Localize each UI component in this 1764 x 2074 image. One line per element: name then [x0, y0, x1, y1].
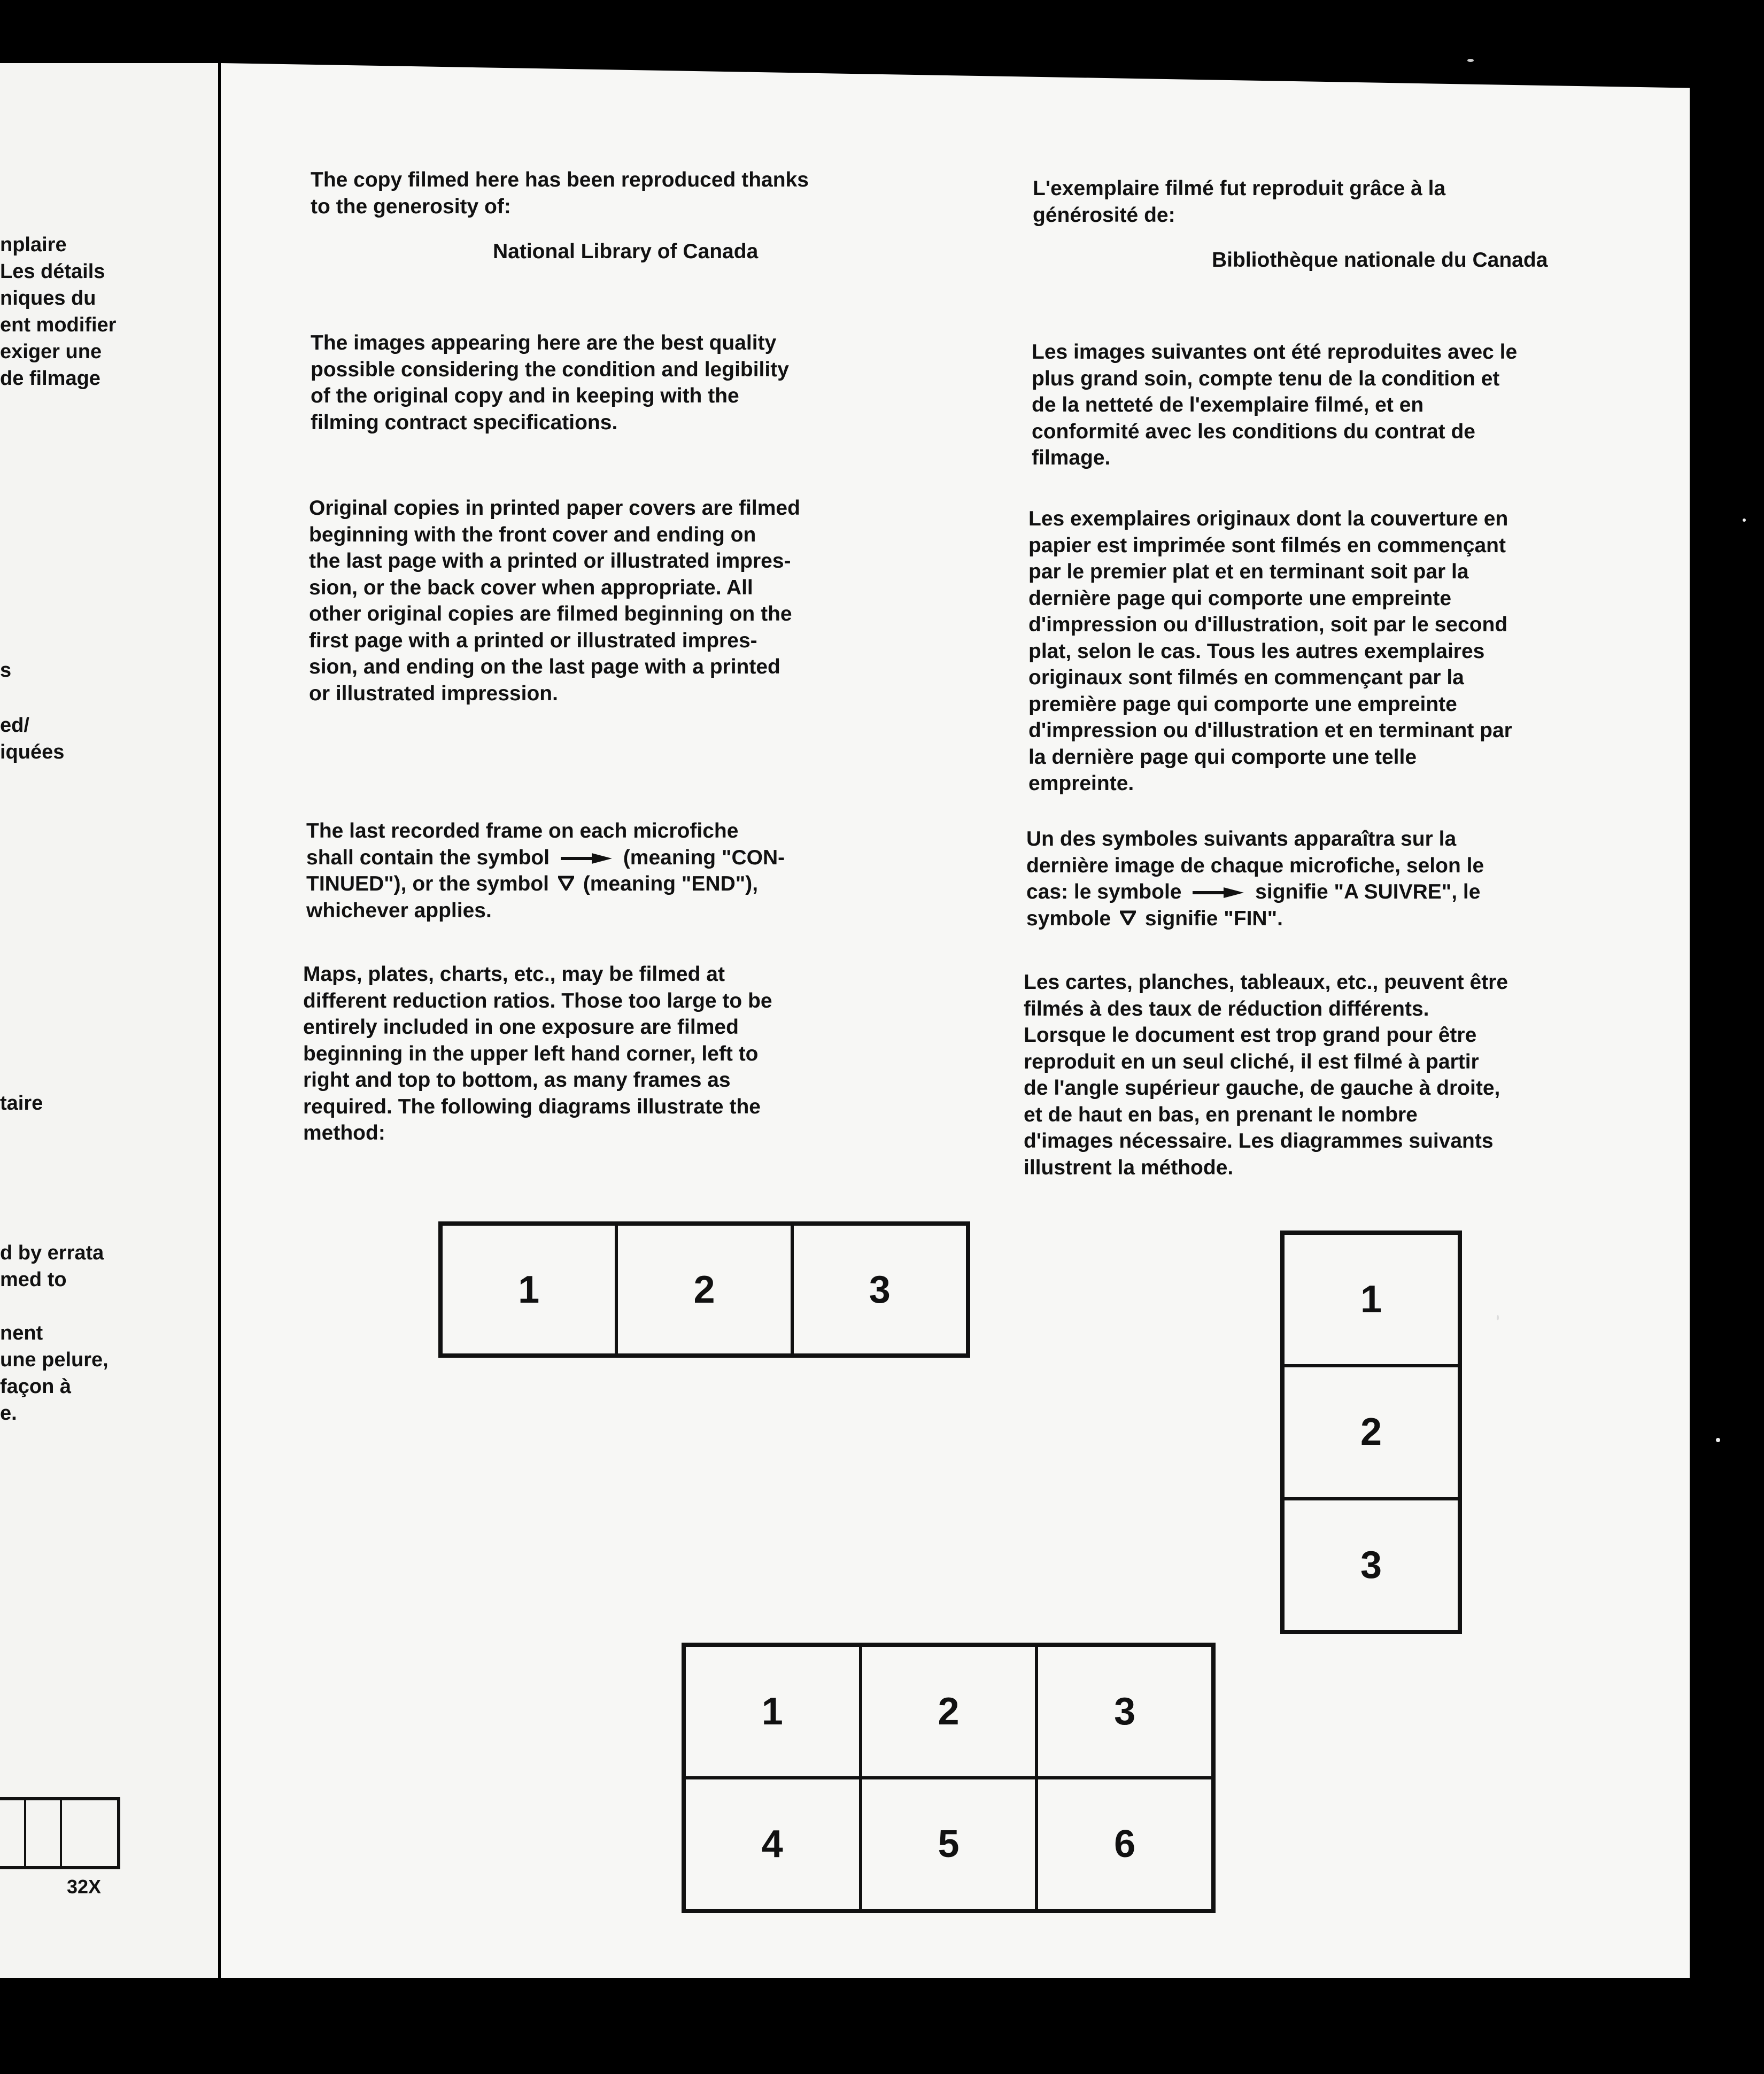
grid-diagram-frame-1: 1: [684, 1645, 861, 1778]
english-symbols-line-2a: shall contain the symbol: [306, 846, 550, 869]
left-page-fragment-text: med to: [0, 1268, 67, 1291]
english-credit-intro: The copy filmed here has been reproduced thanks to the generosity of:: [311, 168, 809, 218]
left-page-fragment-text: ed/: [0, 714, 29, 737]
scan-speck: [1497, 1315, 1499, 1320]
scale-label: 32X: [67, 1876, 102, 1898]
english-symbols-line-1: The last recorded frame on each microfiche: [306, 819, 739, 842]
french-covers-paragraph: Les exemplaires originaux dont la couverture en papier est imprimée sont filmés en commençant par le premier plat et en terminant soit par la dernière page qui comporte une empreinte d'impression ou d'illustration, soit par le second plat, selon le cas. Tous les autres exemplaires originaux sont filmés en commençant par la première page qui comporte une empreinte d'impression ou d'illustration et en terminant par la dernière page qui comporte une telle empreinte.: [1028, 507, 1512, 795]
triangle-down-icon: [558, 871, 574, 897]
left-page-fragment-text: ent modifier: [0, 314, 117, 336]
french-symbols-line-2: dernière image de chaque microfiche, selon le: [1026, 854, 1484, 877]
diagram-column-3x1: [1280, 1231, 1462, 1634]
scan-speck: [1743, 518, 1746, 522]
french-credit-intro: L'exemplaire filmé fut reproduit grâce à la générosité de:: [1033, 177, 1446, 227]
english-symbols-line-3a: TINUED"), or the symbol: [306, 872, 550, 895]
french-symbols-line-1: Un des symboles suivants apparaîtra sur la: [1026, 827, 1457, 850]
french-maps-paragraph: Les cartes, planches, tableaux, etc., peuvent être filmés à des taux de réduction différents. Lorsque le document est trop grand pour être reproduit en un seul cliché, il est filmé à partir de l'angle supérieur gauche, de gauche à droite, et de haut en bas, en prenant le nombre d'images nécessaire. Les diagrammes suivants illustrent la méthode.: [1024, 971, 1508, 1179]
scale-bar: [0, 1797, 120, 1869]
arrow-right-icon: [1193, 879, 1244, 906]
english-symbols-line-2b: (meaning "CON-: [623, 846, 785, 869]
left-page-fragment-text: façon à: [0, 1375, 72, 1398]
column-diagram-frame-3: 3: [1283, 1499, 1459, 1631]
scan-speck: [1716, 1438, 1720, 1442]
left-page-fragment-text: taire: [0, 1092, 43, 1115]
column-diagram-frame-1: 1: [1283, 1233, 1459, 1366]
english-symbols-line-4: whichever applies.: [306, 899, 492, 922]
english-symbols-line-3b: (meaning "END"),: [583, 872, 759, 895]
left-page-fragment-text: iquées: [0, 741, 65, 763]
grid-diagram-frame-6: 6: [1036, 1778, 1213, 1910]
english-symbols-paragraph: [306, 818, 785, 924]
left-page-fragment-text: une pelure,: [0, 1349, 109, 1371]
french-symbols-line-3b: signifie "A SUIVRE", le: [1255, 880, 1481, 903]
left-page-fragment-text: d by errata: [0, 1242, 104, 1264]
french-quality-paragraph: Les images suivantes ont été reproduites avec le plus grand soin, compte tenu de la condition et de la netteté de l'exemplaire filmé, et en conformité avec les conditions du contrat de filmage.: [1032, 340, 1518, 469]
english-credit-name: National Library of Canada: [493, 240, 759, 263]
grid-diagram-frame-3: 3: [1036, 1645, 1213, 1778]
left-page-fragment-text: nent: [0, 1322, 43, 1344]
left-page-fragment-text: exiger une: [0, 340, 102, 363]
french-symbols-line-4b: signifie "FIN".: [1144, 907, 1283, 930]
row-diagram-frame-3: 3: [792, 1224, 968, 1355]
diagram-row-1x3: [438, 1221, 970, 1358]
english-maps-paragraph: Maps, plates, charts, etc., may be filmed at different reduction ratios. Those too large to be entirely included in one exposure are filmed beginning in the upper left hand corner, left to right and top to bottom, as many frames as required. The following diagrams illustrate the method:: [303, 963, 772, 1144]
row-diagram-frame-1: 1: [441, 1224, 616, 1355]
triangle-down-icon: [1120, 906, 1136, 932]
grid-diagram-frame-5: 5: [861, 1778, 1037, 1910]
left-page-fragment-text: de filmage: [0, 367, 100, 390]
left-page-fragment-text: niques du: [0, 287, 96, 309]
grid-diagram-frame-2: 2: [861, 1645, 1037, 1778]
left-page-fragment-text: nplaire: [0, 234, 67, 256]
diagram-grid-2x3: [682, 1643, 1216, 1913]
french-symbols-line-3a: cas: le symbole: [1026, 880, 1182, 903]
left-page-fragment-text: Les détails: [0, 260, 105, 283]
french-symbols-line-4a: symbole: [1026, 907, 1111, 930]
column-diagram-frame-2: 2: [1283, 1366, 1459, 1498]
french-credit-name: Bibliothèque nationale du Canada: [1212, 249, 1548, 272]
row-diagram-frame-2: 2: [616, 1224, 792, 1355]
grid-diagram-frame-4: 4: [684, 1778, 861, 1910]
left-page-fragment-text: s: [0, 659, 12, 682]
left-page-fragment-text: e.: [0, 1402, 17, 1425]
scan-speck: [1467, 59, 1474, 62]
arrow-right-icon: [561, 845, 612, 871]
english-quality-paragraph: The images appearing here are the best quality possible considering the condition and legibility of the original copy and in keeping with the filming contract specifications.: [311, 331, 789, 434]
french-symbols-paragraph: [1026, 826, 1484, 932]
english-covers-paragraph: Original copies in printed paper covers are filmed beginning with the front cover and ending on the last page with a printed or illustrated impres- sion, or the back cover when appropriate. All other original copies are filmed beginning on the first page with a printed or illustrated impres- sion, and ending on the last page with a printed or illustrated impression.: [309, 497, 800, 705]
